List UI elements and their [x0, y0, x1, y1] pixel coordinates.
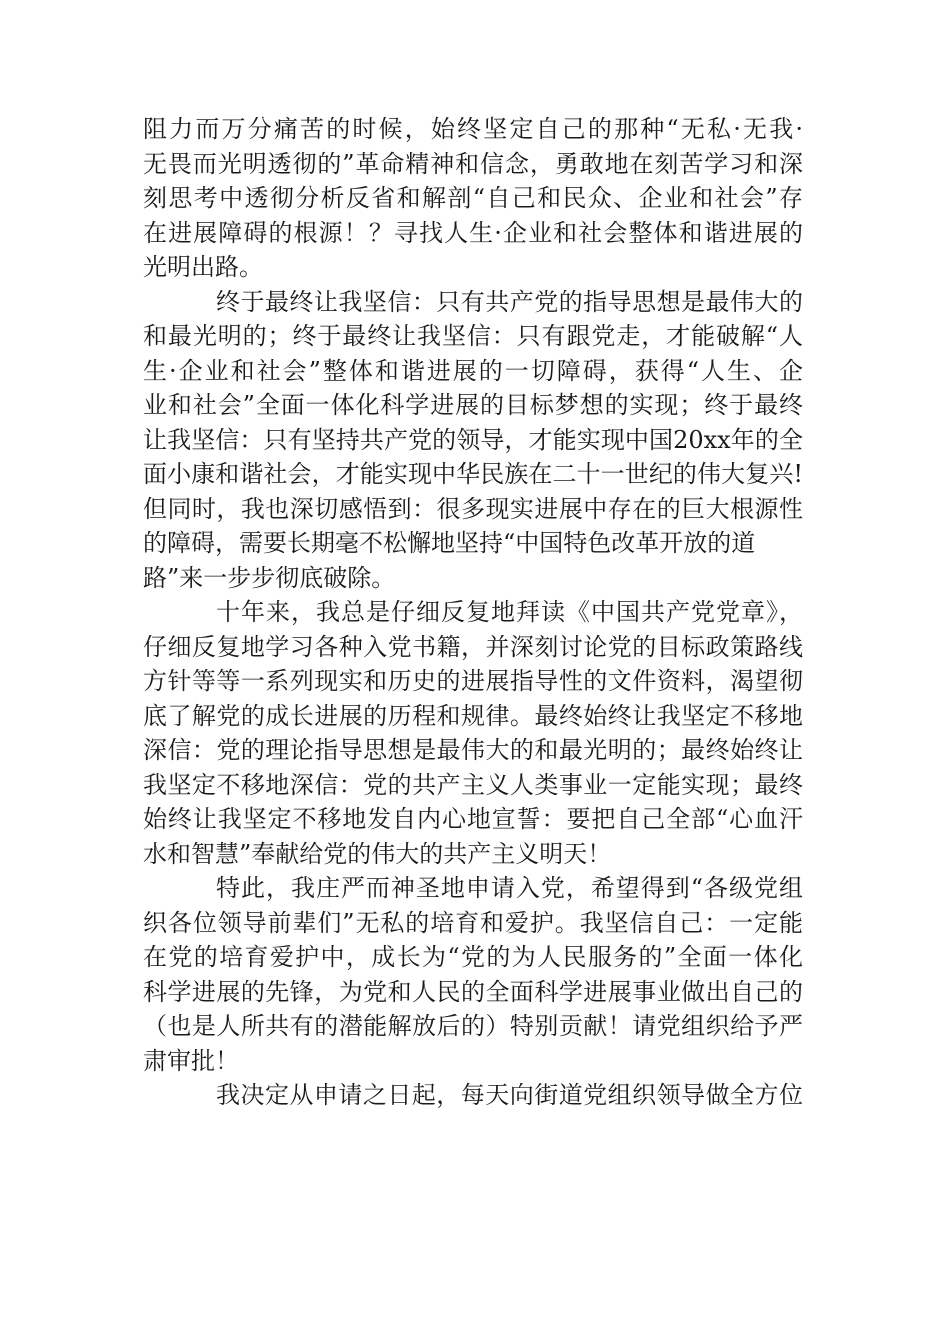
- text-line: 让我坚信：只有坚持共产党的领导，才能实现中国20xx年的全: [143, 425, 803, 454]
- text-line: 织各位领导前辈们”无私的培育和爱护。我坚信自己：一定能: [143, 908, 803, 937]
- text-line: 阻力而万分痛苦的时候，始终坚定自己的那种“无私·无我·: [143, 115, 803, 143]
- text-line: 仔细反复地学习各种入党书籍，并深刻讨论党的目标政策路线: [143, 632, 803, 661]
- text-line: 刻思考中透彻分析反省和解剖“自己和民众、企业和社会”存: [143, 184, 803, 212]
- text-line: 十年来，我总是仔细反复地拜读《中国共产党党章》，: [216, 598, 803, 626]
- text-line: 水和智慧”奉献给党的伟大的共产主义明天！: [143, 839, 612, 868]
- text-line: 终于最终让我坚信：只有共产党的指导思想是最伟大的: [216, 287, 803, 316]
- text-line: 深信：党的理论指导思想是最伟大的和最光明的；最终始终让: [143, 736, 803, 764]
- text-line: 的障碍，需要长期毫不松懈地坚持“中国特色改革开放的道: [143, 529, 756, 557]
- text-line: 在进展障碍的根源！？寻找人生·企业和社会整体和谐进展的: [143, 218, 803, 247]
- text-line: 面小康和谐社会，才能实现中华民族在二十一世纪的伟大复兴!: [143, 460, 803, 488]
- text-line: 我坚定不移地深信：党的共产主义人类事业一定能实现；最终: [143, 770, 803, 799]
- text-line: 光明出路。: [143, 253, 263, 281]
- text-line: 生·企业和社会”整体和谐进展的一切障碍，获得“人生、企: [143, 356, 803, 385]
- text-line: 但同时，我也深切感悟到：很多现实进展中存在的巨大根源性: [143, 494, 803, 523]
- text-line: 和最光明的；终于最终让我坚信：只有跟党走，才能破解“人: [143, 322, 803, 350]
- document-body: [143, 112, 803, 1113]
- text-line: 我决定从申请之日起，每天向街道党组织领导做全方位: [216, 1081, 803, 1109]
- text-line: 在党的培育爱护中，成长为“党的为人民服务的”全面一体化: [143, 943, 803, 971]
- text-line: 肃审批！: [143, 1046, 239, 1075]
- text-line: （也是人所共有的潜能解放后的）特别贡献！请党组织给予严: [143, 1012, 803, 1040]
- text-line: 特此，我庄严而神圣地申请入党，希望得到“各级党组: [216, 874, 803, 902]
- text-line: 始终让我坚定不移地发自内心地宣誓：要把自己全部“心血汗: [143, 805, 803, 833]
- text-line: 业和社会”全面一体化科学进展的目标梦想的实现；终于最终: [143, 391, 803, 419]
- text-line: 方针等等一系列现实和历史的进展指导性的文件资料，渴望彻: [143, 667, 803, 695]
- text-line: 底了解党的成长进展的历程和规律。最终始终让我坚定不移地: [143, 701, 803, 730]
- text-line: 路”来一步步彻底破除。: [143, 563, 396, 592]
- text-line: 无畏而光明透彻的”革命精神和信念，勇敢地在刻苦学习和深: [143, 149, 803, 178]
- text-line: 科学进展的先锋，为党和人民的全面科学进展事业做出自己的: [143, 977, 803, 1006]
